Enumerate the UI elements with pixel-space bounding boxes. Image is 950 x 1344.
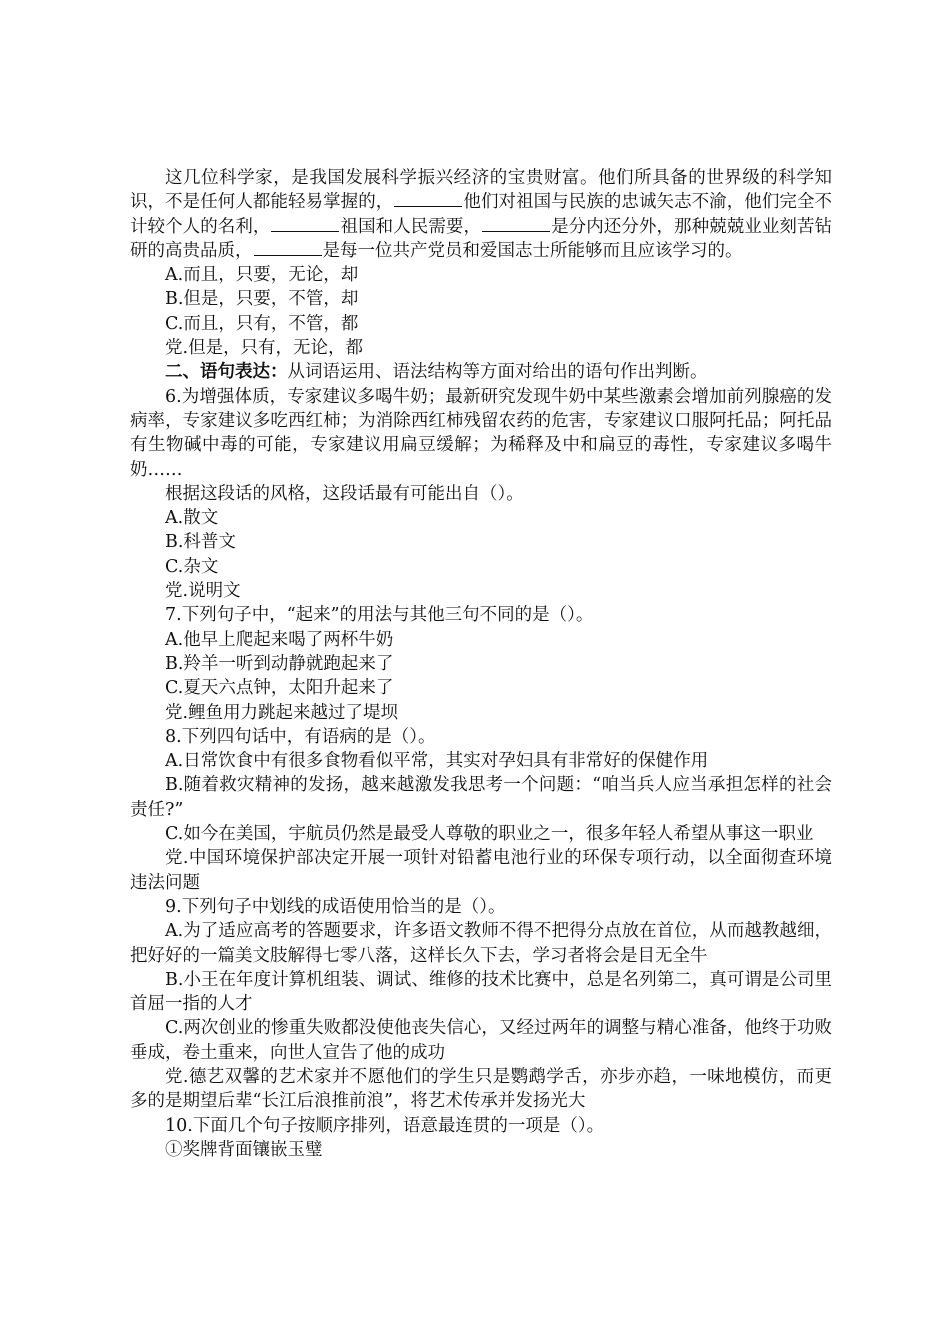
section-heading bbox=[130, 360, 832, 384]
q5-option-d: 党.但是，只有，无论，都 bbox=[165, 338, 364, 359]
q8-stem: 8.下列四句话中，有语病的是（）。 bbox=[165, 726, 436, 747]
q9-option-d: 党.德艺双馨的艺术家并不愿他们的学生只是鹦鹉学舌，亦步亦趋，一味地模仿，而更多的是期望后辈“长江后浪推前浪”，将艺术传承并发扬光大 bbox=[130, 1066, 832, 1112]
q8-option-a: A.日常饮食中有很多食物看似平常，其实对孕妇具有非常好的保健作用 bbox=[165, 751, 709, 772]
q10-stem: 10.下面几个句子按顺序排列，语意最连贯的一项是（）。 bbox=[165, 1115, 605, 1136]
q10-item-1: ①奖牌背面镶嵌玉璧 bbox=[165, 1139, 323, 1160]
q8-option-b: B.随着救灾精神的发扬，越来越激发我思考一个问题：“咱当兵人应当承担怎样的社会责任?” bbox=[130, 775, 832, 820]
q5-option-a: A.而且，只要，无论，却 bbox=[165, 265, 359, 286]
answer-blank bbox=[271, 217, 339, 232]
q9-option-b: B.小王在年度计算机组装、调试、维修的技术比赛中，总是名列第二，真可谓是公司里首屈一指的人才 bbox=[130, 969, 832, 1015]
q9-stem: 9.下列句子中划线的成语使用恰当的是（）。 bbox=[165, 896, 506, 917]
q8-option-d: 党.中国环境保护部决定开展一项针对铅蓄电池行业的环保专项行动，以全面彻查环境违法问题 bbox=[130, 848, 832, 893]
q7-option-d: 党.鲤鱼用力跳起来越过了堤坝 bbox=[165, 702, 399, 723]
q6-option-d: 党.说明文 bbox=[165, 581, 241, 602]
q9-option-c: C.两次创业的惨重失败都没使他丧失信心，又经过两年的调整与精心准备，他终于功败垂成，卷土重来，向世人宣告了他的成功 bbox=[130, 1018, 832, 1063]
q7-option-c: C.夏天六点钟，太阳升起来了 bbox=[165, 678, 394, 699]
answer-blank bbox=[394, 192, 462, 207]
q6-option-b: B.科普文 bbox=[165, 532, 236, 553]
q8-option-c: C.如今在美国，宇航员仍然是最受人尊敬的职业之一，很多年轻人希望从事这一职业 bbox=[165, 824, 814, 845]
q5-option-c: C.而且，只有，不管，都 bbox=[165, 313, 359, 334]
q5-passage bbox=[130, 166, 832, 263]
passage-text: 他们对祖国与民族的忠诚矢志不渝，他们完全不计较个人的名利， bbox=[130, 192, 833, 237]
passage-text: 是分内还分外，那种兢兢业业刻苦钻研的高贵品质， bbox=[130, 216, 832, 261]
q5-option-b: B.但是，只要，不管，却 bbox=[165, 289, 359, 310]
q6-question: 根据这段话的风格，这段话最有可能出自（）。 bbox=[165, 483, 524, 504]
q6-stem: 6.为增强体质，专家建议多喝牛奶；最新研究发现牛奶中某些激素会增加前列腺癌的发病率，专家建议多吃西红柿；为消除西红柿残留农药的危害，专家建议口服阿托品；阿托品有生物碱中毒的可能，专家建议用扁豆缓解；为稀释及中和扁豆的毒性，专家建议多喝牛奶…… bbox=[130, 386, 832, 480]
q7-option-a: A.他早上爬起来喝了两杯牛奶 bbox=[165, 629, 394, 650]
answer-blank bbox=[254, 241, 322, 256]
passage-text: 这几位科学家，是我国发展科学振兴经济的宝贵财富。他们所具备的世界级的科学知识，不是任何人都能轻易掌握的， bbox=[130, 168, 832, 213]
passage-text: 是每一位共产党员和爱国志士所能够而且应该学习的。 bbox=[322, 240, 743, 261]
passage-text: 祖国和人民需要， bbox=[340, 216, 482, 237]
answer-blank bbox=[482, 217, 550, 232]
section-description: 从词语运用、语法结构等方面对给出的语句作出判断。 bbox=[287, 362, 708, 383]
document-page bbox=[130, 166, 832, 1162]
q9-option-a: A.为了适应高考的答题要求，许多语文教师不得不把得分点放在首位，从而越教越细，把好好的一篇美文肢解得七零八落，这样长久下去，学习者将会是目无全牛 bbox=[130, 921, 832, 966]
q6-option-c: C.杂文 bbox=[165, 556, 219, 577]
q6-option-a: A.散文 bbox=[165, 508, 219, 529]
q7-stem: 7.下列句子中，“起来”的用法与其他三句不同的是（）。 bbox=[165, 605, 594, 626]
section-title: 二、语句表达： bbox=[165, 362, 288, 383]
q7-option-b: B.羚羊一听到动静就跑起来了 bbox=[165, 653, 394, 674]
